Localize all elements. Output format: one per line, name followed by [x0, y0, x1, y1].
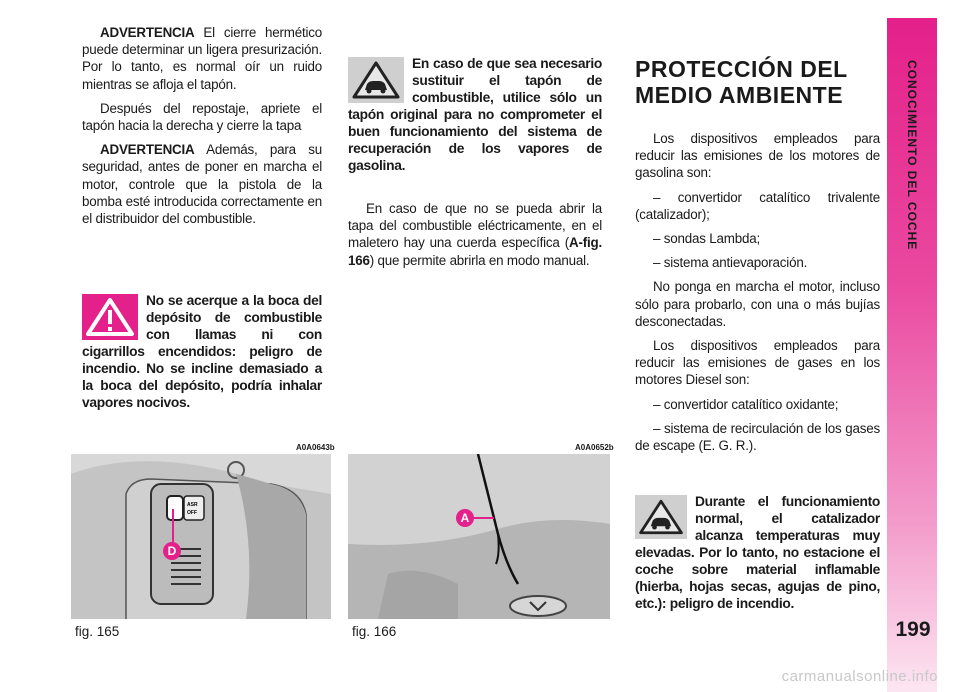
list-item: – convertidor catalítico oxidante; — [653, 396, 839, 412]
col3-text — [635, 130, 880, 461]
list-item: – sistema antievaporación. — [653, 255, 808, 271]
warning-text: No se acerque a la boca del depósito de combustible con llamas ni con cigarrillos encendidos: peligro de incendio. No se incline demasiado a la boca del depósito, podría inhalar vapores nocivos. — [82, 293, 322, 410]
advertencia-label: ADVERTENCIA — [100, 142, 195, 158]
note-block — [348, 55, 602, 174]
paragraph: Los dispositivos empleados para reducir las emisiones de los motores de gasolina son: — [635, 131, 880, 181]
figure-code: A0A0643b — [296, 443, 335, 452]
car-caution-icon — [348, 57, 404, 103]
callout-a: A — [456, 509, 474, 527]
car-caution-icon — [635, 495, 687, 539]
advertencia-text: El cierre hermético puede determinar un ligera presurización. Por lo tanto, es normal oír un ruido mientras se afloja el tapón. — [82, 25, 322, 92]
col2-text — [348, 200, 602, 276]
advertencia-text: Además, para su seguridad, antes de poner en marcha el motor, controle que la pistola de la bomba esté introducida correctamente en el distribuidor del combustible. — [82, 142, 322, 227]
note-text: Durante el funcionamiento normal, el catalizador alcanza temperaturas muy elevadas. Por lo tanto, no estacione el coche sobre material inflamable (hierba, hojas secas, agujas de pino, etc.): peligro de incendio. — [635, 494, 880, 611]
section-heading: PROTECCIÓN DEL MEDIO AMBIENTE — [635, 56, 848, 108]
paragraph: En caso de que no se pueda abrir la tapa del combustible eléctricamente, en el maletero hay una cuerda específica ( — [348, 201, 602, 251]
list-item: – convertidor catalítico trivalente (catalizador); — [635, 189, 880, 222]
figure-reference: A-fig. 166 — [348, 235, 602, 268]
callout-d: D — [163, 542, 181, 560]
paragraph: No ponga en marcha el motor, incluso sólo para probarlo, con una o más bujías desconectadas. — [635, 279, 880, 329]
figure-165-image — [71, 454, 331, 619]
warning-block — [82, 292, 322, 411]
note-block — [635, 493, 880, 612]
paragraph: Después del repostaje, apriete el tapón hacia la derecha y cierre la tapa — [82, 100, 322, 134]
advertencia-label: ADVERTENCIA — [100, 25, 195, 40]
list-item: – sistema de recirculación de los gases de escape (E. G. R.). — [635, 420, 880, 454]
paragraph: Los dispositivos empleados para reducir las emisiones de gases en los motores Diesel son: — [635, 338, 880, 388]
note-text: En caso de que sea necesario sustituir el tapón de combustible, utilice sólo un tapón original para no comprometer el buen funcionamiento del sistema de recuperación de los vapores de gasolina. — [348, 56, 602, 173]
svg-text:OFF: OFF — [187, 510, 197, 516]
figure-code: A0A0652b — [575, 443, 614, 452]
section-title: CONOCIMIENTO DEL COCHE — [905, 60, 919, 251]
paragraph-end: ) que permite abrirla en modo manual. — [369, 252, 590, 268]
svg-text:ASR: ASR — [187, 502, 198, 508]
figure-166-image — [348, 454, 610, 619]
watermark: carmanualsonline.info — [781, 668, 938, 685]
warning-icon — [82, 294, 138, 340]
page-number: 199 — [895, 618, 931, 641]
figure-caption: fig. 166 — [352, 624, 397, 639]
figure-caption: fig. 165 — [75, 624, 120, 639]
col1-text — [82, 24, 322, 234]
list-item: – sondas Lambda; — [653, 231, 760, 247]
